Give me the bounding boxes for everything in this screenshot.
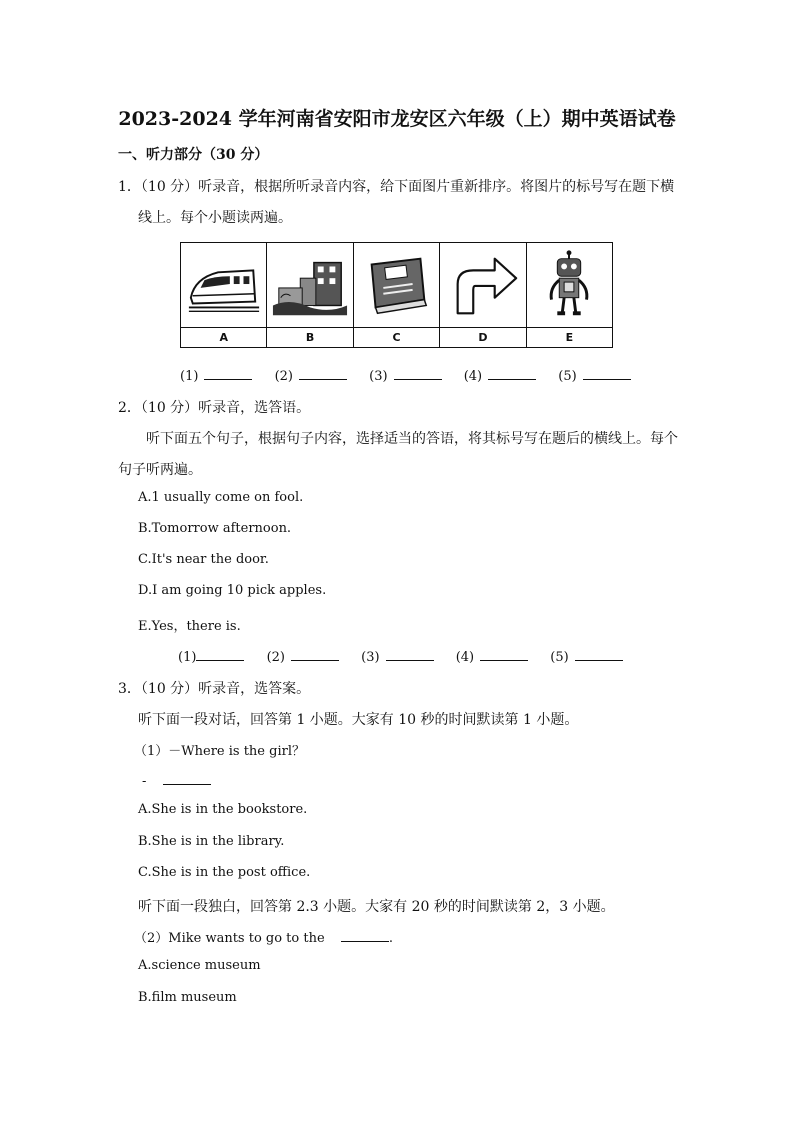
robot-icon <box>527 243 612 328</box>
q2-blank-4[interactable]: (4) <box>456 647 528 665</box>
q3-sub1-option-a: A.She is in the bookstore. <box>138 802 308 817</box>
q2-blank-1[interactable]: (1) <box>178 647 244 665</box>
building-icon <box>267 243 352 328</box>
q1-instruction-line1: 1．（10 分）听录音，根据所听录音内容，给下面图片重新排序。将图片的标号写在题下横 <box>118 179 675 195</box>
q2-option-d: D.I am going 10 pick apples. <box>138 583 327 598</box>
picture-label-b: B <box>305 331 315 344</box>
train-icon <box>181 243 266 328</box>
q3-sub1-answer-line[interactable]: - <box>142 771 211 789</box>
q3-sub2-option-b: B.film museum <box>138 990 237 1005</box>
q3-sub1-option-b: B.She is in the library. <box>138 834 285 849</box>
picture-label-c: C <box>392 331 401 344</box>
picture-label-a: A <box>219 331 228 344</box>
dictionary-icon <box>354 243 439 328</box>
q2-blank-5[interactable]: (5) <box>550 647 622 665</box>
section-listening-heading: 一、听力部分（30 分） <box>118 147 269 163</box>
q1-blank-3[interactable]: (3) <box>369 366 441 384</box>
q1-blank-2[interactable]: (2) <box>275 366 347 384</box>
q2-instruction-line1: 听下面五个句子，根据句子内容，选择适当的答语，将其标号写在题后的横线上。每个 <box>146 431 678 447</box>
q1-answer-blanks <box>180 366 649 384</box>
page-title: 2023-2024 学年河南省安阳市龙安区六年级（上）期中英语试卷 <box>118 108 676 130</box>
q3-instruction-1: 听下面一段对话，回答第 1 小题。大家有 10 秒的时间默读第 1 小题。 <box>138 712 579 728</box>
q1-blank-5[interactable]: (5) <box>558 366 630 384</box>
picture-cell-d <box>440 243 526 347</box>
q2-option-c: C.It's near the door. <box>138 552 269 567</box>
q2-option-e: E.Yes，there is. <box>138 619 241 634</box>
picture-cell-b <box>267 243 353 347</box>
q2-blank-3[interactable]: (3) <box>361 647 433 665</box>
q3-sub2-option-a: A.science museum <box>138 958 261 973</box>
q2-blank-2[interactable]: (2) <box>267 647 339 665</box>
q3-sub1-question: （1）－Where is the girl？ <box>134 744 305 759</box>
q2-option-a: A.1 usually come on fool. <box>138 490 304 505</box>
picture-cell-c <box>354 243 440 347</box>
q3-sub2-question: （2）Mike wants to go to the . <box>134 927 393 946</box>
q2-answer-blanks <box>178 647 641 665</box>
q2-instruction-line2: 句子听两遍。 <box>118 462 202 478</box>
q1-blank-1[interactable]: (1) <box>180 366 252 384</box>
q3-sub1-blank[interactable] <box>163 771 211 785</box>
q3-sub2-blank[interactable] <box>341 928 389 942</box>
q2-option-b: B.Tomorrow afternoon. <box>138 521 292 536</box>
q1-instruction-line2: 线上。每个小题读两遍。 <box>138 210 292 226</box>
q3-sub1-option-c: C.She is in the post office. <box>138 865 311 880</box>
q1-picture-table <box>180 242 613 348</box>
q1-blank-4[interactable]: (4) <box>464 366 536 384</box>
q3-heading: 3．（10 分）听录音，选答案。 <box>118 681 311 697</box>
picture-cell-a <box>181 243 267 347</box>
picture-label-e: E <box>565 331 574 344</box>
q3-instruction-2: 听下面一段独白，回答第 2.3 小题。大家有 20 秒的时间默读第 2，3 小题。 <box>138 899 615 915</box>
picture-label-d: D <box>478 331 488 344</box>
picture-cell-e <box>527 243 612 347</box>
turn-right-arrow-icon <box>440 243 525 328</box>
q2-heading: 2．（10 分）听录音，选答语。 <box>118 400 311 416</box>
